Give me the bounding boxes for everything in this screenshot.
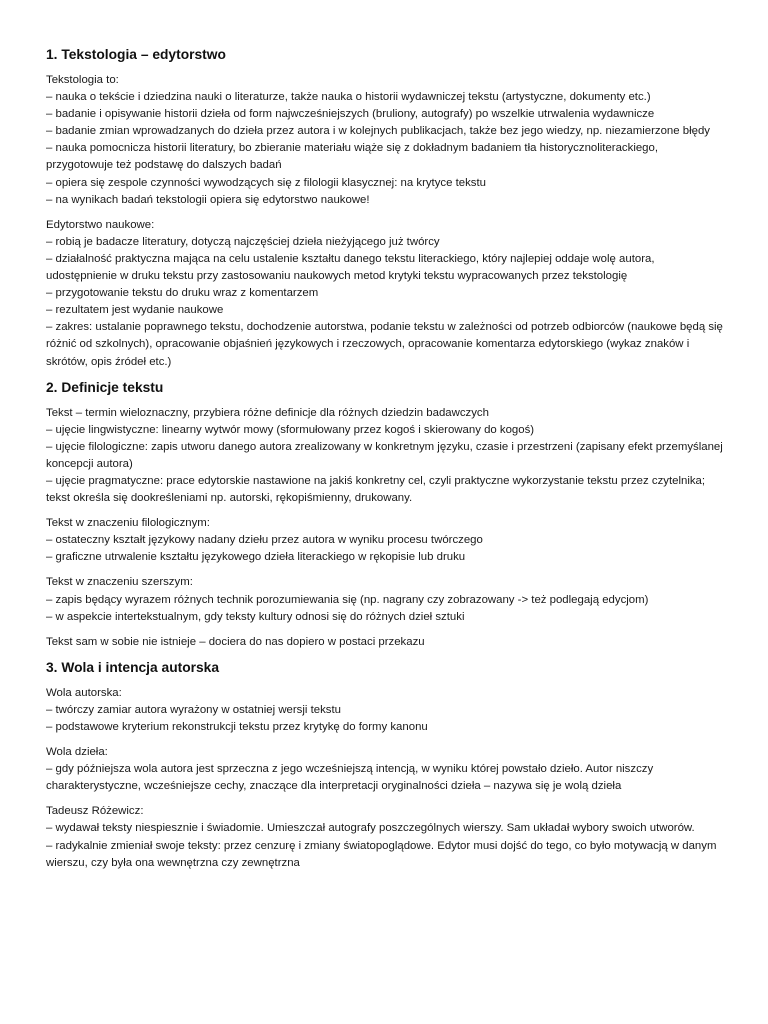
section-definicje-tekstu	[46, 379, 728, 651]
list-item: – na wynikach badań tekstologii opiera się edytorstwo naukowe!	[46, 193, 370, 206]
paragraph-line: Tekstologia to:	[46, 74, 119, 86]
paragraph-line: Edytorstwo naukowe:	[46, 218, 155, 231]
list-item: – w aspekcie intertekstualnym, gdy teksty kultury odnosi się do różnych dzieł sztuki	[46, 610, 465, 623]
list-item: – wydawał teksty niespiesznie i świadomie. Umieszczał autografy poszczególnych wierszy. Sam układał wybory swoich utworów.	[46, 822, 695, 835]
list-item: – ujęcie filologiczne: zapis utworu danego autora zrealizowany w konkretnym języku, czasie i przestrzeni (zapisany efekt przemyślanej koncepcji autora)	[46, 440, 723, 470]
paragraph-block	[46, 634, 728, 651]
paragraph-block	[46, 405, 728, 508]
paragraph-block	[46, 744, 728, 795]
paragraph-line: Wola dzieła:	[46, 746, 108, 759]
paragraph-block	[46, 803, 728, 871]
paragraph-block	[46, 685, 728, 736]
paragraph-block	[46, 574, 728, 625]
list-item: – graficzne utrwalenie kształtu językowego dzieła literackiego w rękopisie lub druku	[46, 551, 466, 564]
list-item: – działalność praktyczna mająca na celu ustalenie kształtu danego tekstu literackiego, który najlepiej oddaje wolę autora, udostępnienie w druku tekstu przy zastosowaniu naukowych metod krytyki tekstu wypracowanych przez tekstologię	[46, 252, 655, 283]
paragraph-line: Tekst w znaczeniu szerszym:	[46, 576, 193, 589]
paragraph-line: Tekst – termin wieloznaczny, przybiera różne definicje dla różnych dziedzin badawczych	[46, 406, 489, 419]
paragraph-block	[46, 515, 728, 566]
list-item: – ujęcie pragmatyczne: prace edytorskie nastawione na jakiś konkretny cel, czyli praktyczne wykorzystanie tekstu przez czytelnika; tekst określa się dookreśleniami np. autorski, rękopiśmienny, drukowany.	[46, 474, 706, 505]
list-item: – zakres: ustalanie poprawnego tekstu, dochodzenie autorstwa, podanie tekstu w zależności od potrzeb odbiorców (naukowe będą się różnić od szkolnych), opracowanie objaśnień językowych i rzeczowych, opracowanie komentarza edytorskiego (wykaz znaków i skrótów, opis źródeł etc.)	[46, 321, 723, 368]
list-item: – nauka o tekście i dziedzina nauki o literaturze, także nauka o historii wydawniczej tekstu (artystyczne, dokumenty etc.)	[46, 91, 651, 104]
paragraph-line: Tekst sam w sobie nie istnieje – dociera do nas dopiero w postaci przekazu	[46, 635, 425, 648]
list-item: – rezultatem jest wydanie naukowe	[46, 304, 224, 317]
section-heading: 1. Tekstologia – edytorstwo	[46, 47, 226, 62]
list-item: – twórczy zamiar autora wyrażony w ostatniej wersji tekstu	[46, 703, 341, 716]
list-item: – robią je badacze literatury, dotyczą najczęściej dzieła nieżyjącego już twórcy	[46, 235, 440, 248]
list-item: – radykalnie zmieniał swoje teksty: przez cenzurę i zmiany światopoglądowe. Edytor musi dojść do tego, co było motywacją w danym wierszu, czy była ona wewnętrzna czy zewnętrzna	[46, 839, 717, 869]
section-heading: 3. Wola i intencja autorska	[46, 659, 220, 675]
paragraph-line: Tadeusz Różewicz:	[46, 805, 144, 818]
section-wola-autorska	[46, 659, 728, 872]
list-item: – przygotowanie tekstu do druku wraz z komentarzem	[46, 287, 319, 300]
list-item: – opiera się zespole czynności wywodzących się z filologii klasycznej: na krytyce tekstu	[46, 176, 486, 189]
list-item: – ujęcie lingwistyczne: linearny wytwór mowy (sformułowany przez kogoś i skierowany do kogoś)	[46, 423, 535, 436]
list-item: – badanie zmian wprowadzanych do dzieła przez autora i w kolejnych publikacjach, także bez jego wiedzy, np. niezamierzone błędy	[46, 125, 710, 138]
section-tekstologia	[46, 46, 728, 371]
list-item: – gdy późniejsza wola autora jest sprzeczna z jego wcześniejszą intencją, w wyniku której powstało dzieło. Autor niszczy charakterystyczne, wcześniejsze cechy, znaczące dla interpretacji oryginalności dzieła – nazywa się je wolą dzieła	[46, 763, 654, 793]
section-heading: 2. Definicje tekstu	[46, 379, 164, 395]
list-item: – nauka pomocnicza historii literatury, bo zbieranie materiału wiąże się z dokładnym badaniem tła historycznoliterackiego, przygotowuje też podstawę do dalszych badań	[46, 142, 659, 172]
paragraph-line: Tekst w znaczeniu filologicznym:	[46, 517, 210, 530]
list-item: – podstawowe kryterium rekonstrukcji tekstu przez krytykę do formy kanonu	[46, 721, 428, 733]
list-item: – zapis będący wyrazem różnych technik porozumiewania się (np. nagrany czy zobrazowany -> też podlegają edycjom)	[46, 593, 649, 606]
paragraph-line: Wola autorska:	[46, 686, 122, 699]
paragraph-block	[46, 217, 728, 371]
paragraph-block	[46, 72, 728, 209]
list-item: – badanie i opisywanie historii dzieła od form najwcześniejszych (bruliony, autografy) po wszelkie utrwalenia wydawnicze	[46, 108, 655, 121]
list-item: – ostateczny kształt językowy nadany dziełu przez autora w wyniku procesu twórczego	[46, 534, 483, 547]
